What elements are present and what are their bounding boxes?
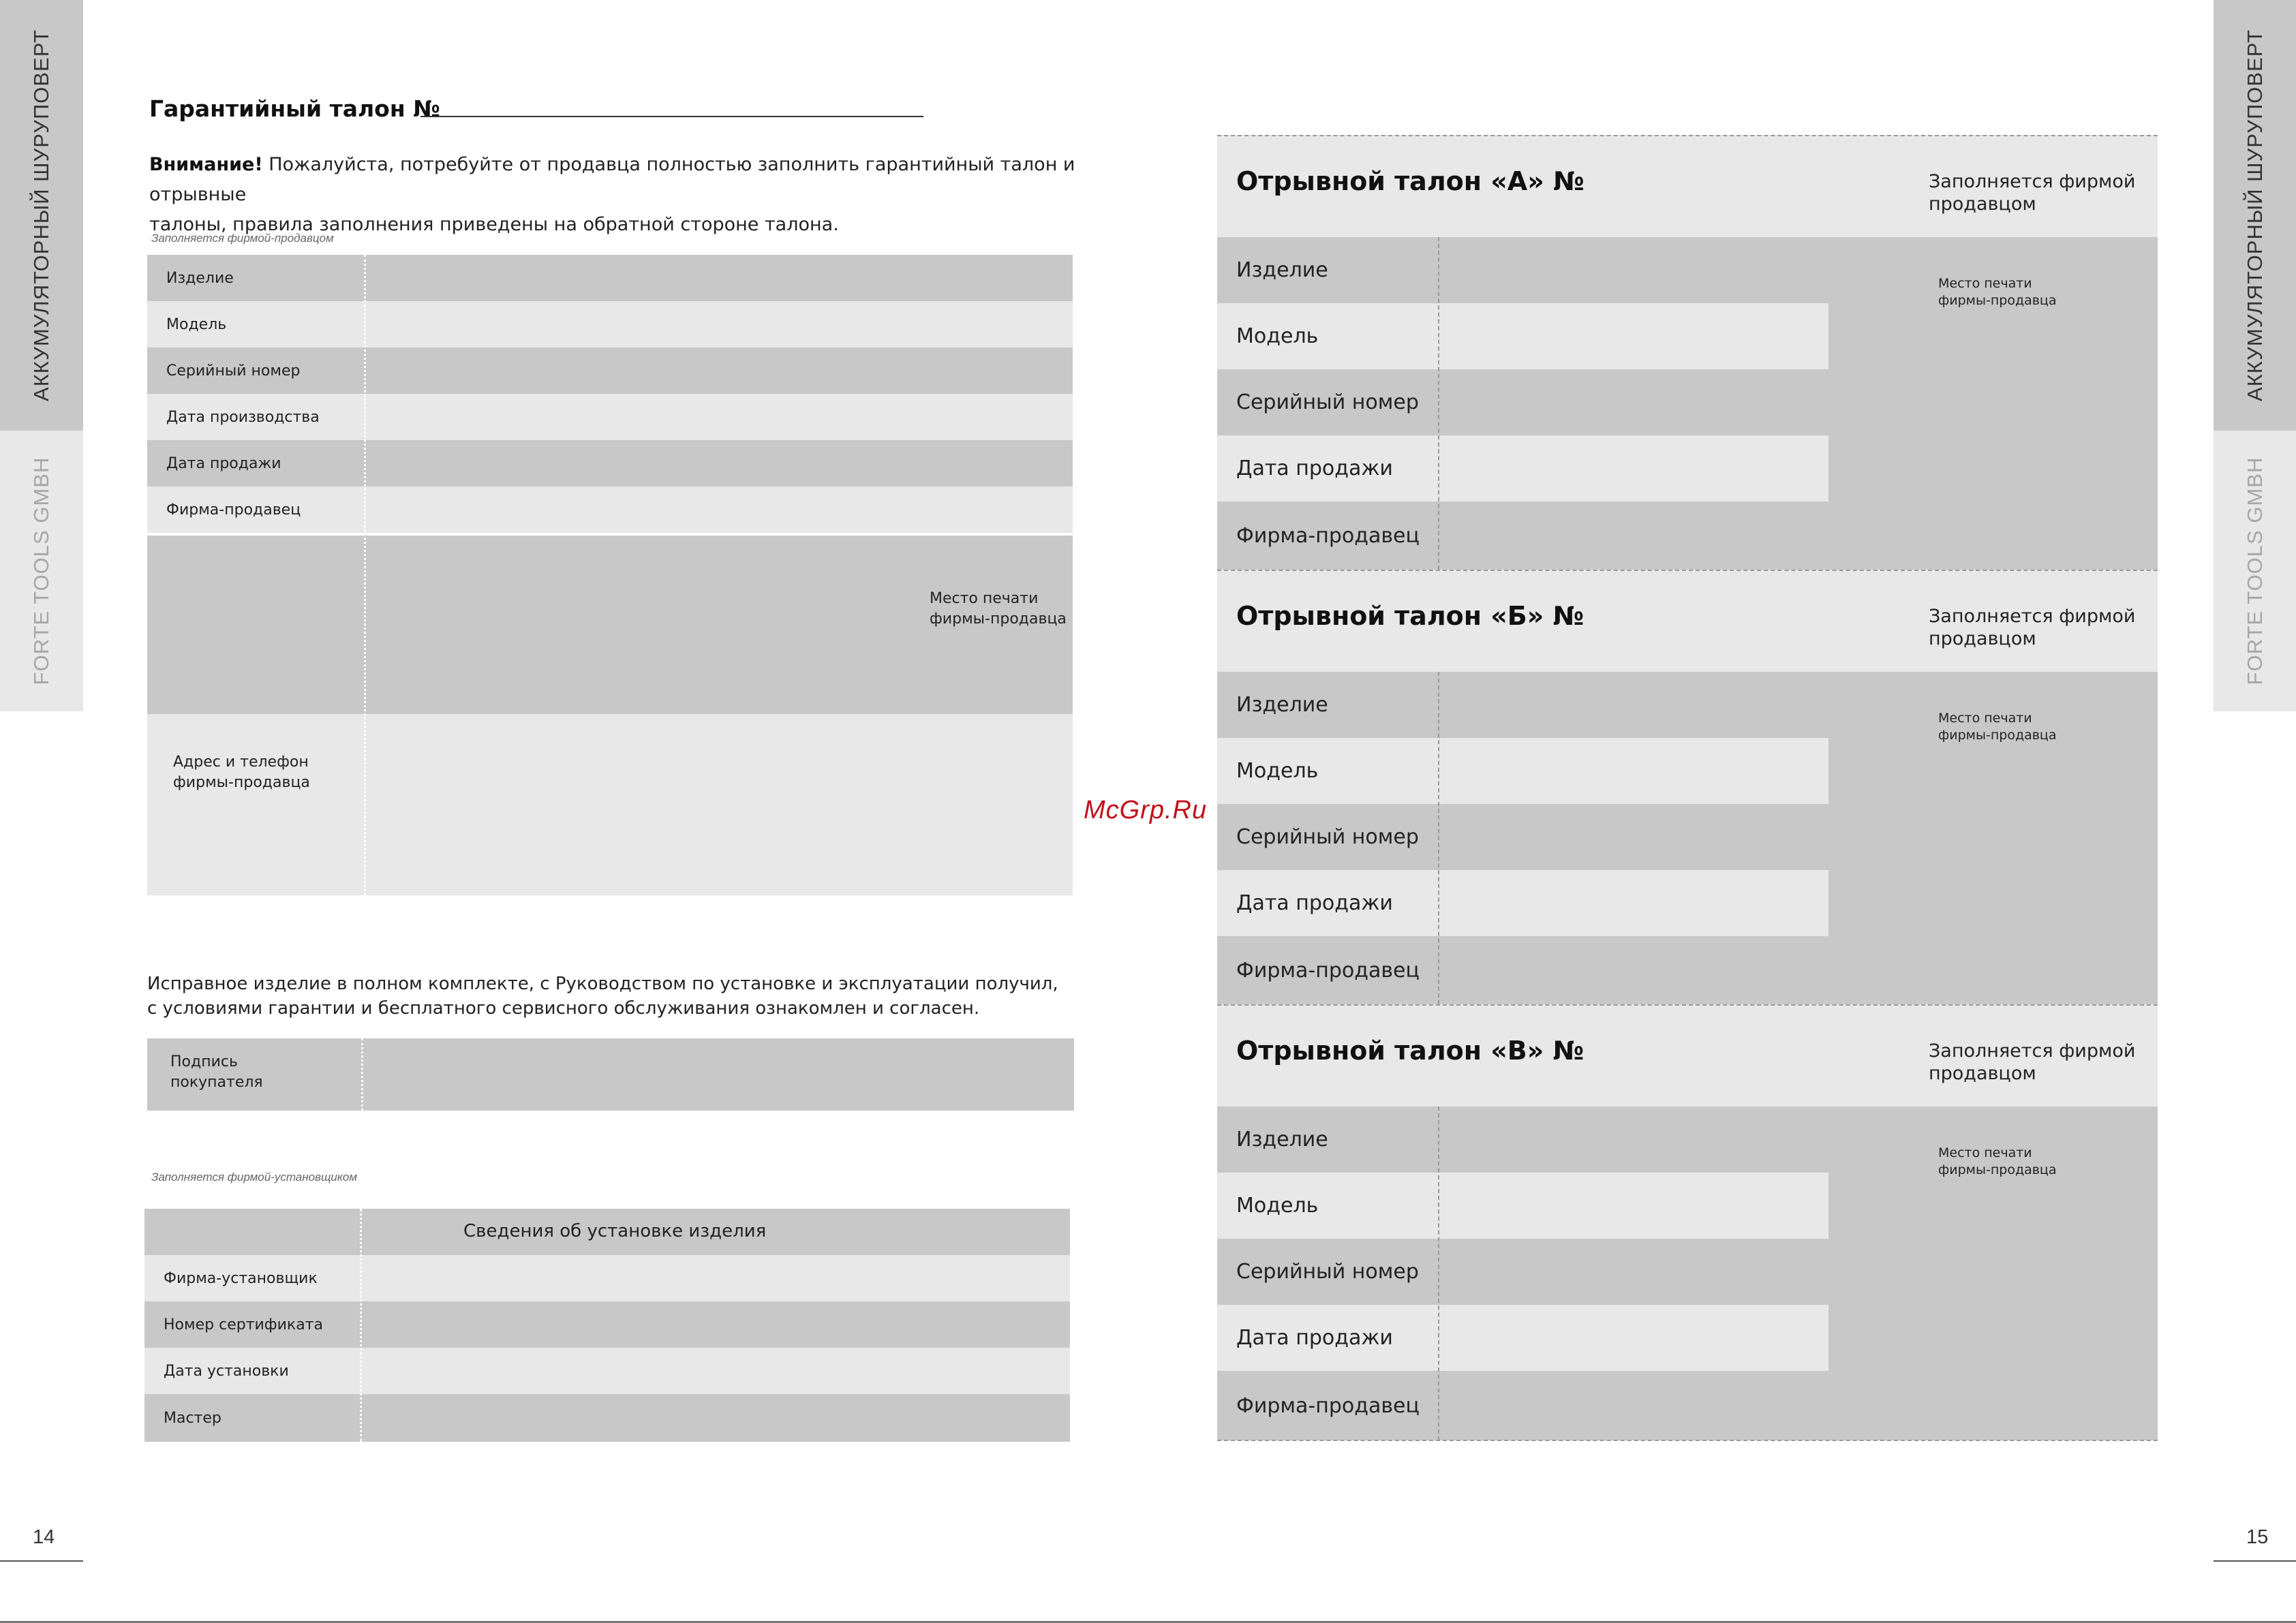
coupon-stamp-label [1938, 275, 2057, 309]
coupon-row[interactable] [1217, 435, 1828, 501]
coupon-header [1217, 135, 2158, 237]
coupon-row[interactable] [1217, 936, 1828, 1004]
coupon-row[interactable] [1217, 303, 1828, 369]
seller-row[interactable] [147, 301, 1073, 347]
coupon-row-label: Модель [1236, 1194, 1319, 1218]
cut-line [1217, 1004, 2158, 1006]
page-number-right-rule [2214, 1560, 2296, 1562]
stamp-line-2: фирмы-продавца [930, 610, 1067, 628]
coupon-body [1217, 672, 2158, 1004]
coupon-note-line-1: Заполняется фирмой [1929, 1040, 2136, 1062]
coupon-stamp-line-2: фирмы-продавца [1938, 728, 2057, 743]
seller-row-label: Фирма-продавец [166, 501, 301, 519]
coupon-body [1217, 1107, 2158, 1440]
seller-row[interactable] [147, 486, 1073, 533]
signature-line-1: Подпись [170, 1053, 238, 1070]
coupon-row-label: Серийный номер [1236, 1260, 1419, 1284]
seller-stamp-label [930, 589, 1067, 630]
warranty-number-line[interactable] [420, 116, 923, 117]
receipt-line-1: Исправное изделие в полном комплекте, с Руководством по установке и эксплуатации получил, [147, 974, 1058, 994]
coupon-note-line-1: Заполняется фирмой [1929, 171, 2136, 192]
coupon-stamp-line-1: Место печати [1938, 711, 2032, 726]
coupon-row-label: Фирма-продавец [1236, 523, 1420, 548]
coupon-body [1217, 237, 2158, 570]
coupon-stamp-line-2: фирмы-продавца [1938, 293, 2057, 308]
coupon-row[interactable] [1217, 1305, 1828, 1371]
coupon-column-divider [1438, 672, 1439, 1004]
installer-header-row [144, 1209, 1070, 1255]
coupon-title: Отрывной талон «Б» № [1236, 601, 1585, 631]
cut-line [1217, 1440, 2158, 1441]
installer-row-label: Номер сертификата [164, 1316, 323, 1333]
coupon-row[interactable] [1217, 369, 1828, 435]
coupon-row[interactable] [1217, 237, 1828, 303]
coupon-row-label: Модель [1236, 324, 1319, 348]
intro-line-1: Пожалуйста, потребуйте от продавца полностью заполнить гарантийный талон и отрывные [149, 154, 1075, 205]
side-tab-brand-label: FORTE TOOLS GMBH [29, 457, 53, 685]
seller-row-label: Изделие [166, 269, 234, 287]
coupon-title: Отрывной талон «А» № [1236, 166, 1585, 196]
installer-row[interactable] [144, 1301, 1070, 1348]
coupon-row[interactable] [1217, 501, 1828, 570]
signature-row[interactable] [147, 1038, 1074, 1111]
side-tab-product [0, 0, 83, 431]
intro-line-2: талоны, правила заполнения приведены на обратной стороне талона. [149, 214, 839, 235]
seller-row-label: Серийный номер [166, 362, 301, 380]
warranty-title: Гарантийный талон № [149, 95, 440, 122]
installer-column-divider [360, 1209, 362, 1442]
installer-table [144, 1209, 1070, 1442]
coupon-row-label: Дата продажи [1236, 891, 1393, 915]
seller-stamp-area[interactable] [147, 536, 1073, 714]
side-tab-brand-right [2214, 431, 2296, 711]
seller-row[interactable] [147, 440, 1073, 486]
coupon-row-label: Серийный номер [1236, 825, 1419, 849]
installer-row-label: Дата установки [164, 1362, 289, 1380]
coupon-stamp-line-1: Место печати [1938, 276, 2032, 291]
coupon-stamp-line-1: Место печати [1938, 1145, 2032, 1160]
installer-row-label: Фирма-установщик [164, 1269, 318, 1287]
side-tab-product-right [2214, 0, 2296, 431]
coupon-stamp-line-2: фирмы-продавца [1938, 1162, 2057, 1177]
receipt-line-2: с условиями гарантии и бесплатного сервисного обслуживания ознакомлен и согласен. [147, 998, 980, 1019]
coupon-a [1217, 135, 2158, 570]
coupon-row-label: Модель [1236, 759, 1319, 783]
coupon-row[interactable] [1217, 1107, 1828, 1173]
coupon-row[interactable] [1217, 804, 1828, 870]
side-tab-product-right-label: АККУМУЛЯТОРНЫЙ ШУРУПОВЕРТ [2242, 29, 2267, 401]
coupon-b [1217, 570, 2158, 1004]
coupon-row[interactable] [1217, 672, 1828, 738]
signature-line-2: покупателя [170, 1074, 263, 1091]
coupon-note-line-2: продавцом [1929, 628, 2036, 649]
installer-header: Сведения об установке изделия [463, 1221, 767, 1241]
coupon-header [1217, 1004, 2158, 1107]
coupon-stamp-label [1938, 710, 2057, 744]
seller-address-area[interactable] [147, 714, 1073, 895]
side-tab-brand [0, 431, 83, 711]
coupon-note-line-1: Заполняется фирмой [1929, 606, 2136, 627]
coupon-row-label: Изделие [1236, 693, 1328, 717]
coupon-row-label: Дата продажи [1236, 1326, 1393, 1350]
seller-row-label: Дата продажи [166, 454, 281, 472]
seller-column-divider [364, 255, 366, 895]
seller-row[interactable] [147, 394, 1073, 440]
seller-row-label: Дата производства [166, 408, 320, 426]
coupon-header [1217, 570, 2158, 672]
coupon-row-label: Дата продажи [1236, 457, 1393, 480]
coupon-note [1929, 170, 2135, 215]
coupon-v [1217, 1004, 2158, 1440]
installer-row[interactable] [144, 1255, 1070, 1301]
coupon-note [1929, 1040, 2135, 1085]
cut-line [1217, 570, 2158, 571]
side-tab-product-label: АККУМУЛЯТОРНЫЙ ШУРУПОВЕРТ [29, 29, 53, 401]
coupon-row-label: Изделие [1236, 1128, 1328, 1151]
coupon-row[interactable] [1217, 870, 1828, 936]
coupon-row-label: Серийный номер [1236, 390, 1419, 414]
coupon-row[interactable] [1217, 1371, 1828, 1440]
seller-table [147, 255, 1073, 895]
side-tab-brand-right-label: FORTE TOOLS GMBH [2242, 457, 2267, 685]
page-number-left-rule [0, 1560, 83, 1562]
coupon-row[interactable] [1217, 1173, 1828, 1239]
installer-row-label: Мастер [164, 1409, 221, 1427]
coupon-row[interactable] [1217, 1239, 1828, 1305]
seller-note: Заполняется фирмой-продавцом [151, 232, 334, 245]
coupon-column-divider [1438, 1107, 1439, 1440]
address-line-1: Адрес и телефон [173, 754, 309, 771]
seller-address-label [173, 752, 310, 793]
coupon-row-label: Фирма-продавец [1236, 958, 1420, 983]
coupon-stamp-label [1938, 1145, 2057, 1179]
seller-row-label: Модель [166, 315, 227, 333]
warranty-intro [149, 150, 1117, 240]
page-number-left: 14 [33, 1526, 55, 1548]
watermark-text: McGrp.Ru [1084, 796, 1208, 824]
address-line-2: фирмы-продавца [173, 774, 310, 791]
coupon-note-line-2: продавцом [1929, 194, 2036, 215]
seller-row[interactable] [147, 255, 1073, 301]
stamp-line-1: Место печати [930, 590, 1039, 607]
installer-note: Заполняется фирмой-установщиком [151, 1171, 358, 1184]
coupon-row-label: Фирма-продавец [1236, 1393, 1420, 1418]
seller-row[interactable] [147, 347, 1073, 394]
coupon-note [1929, 605, 2135, 650]
signature-label [170, 1052, 263, 1093]
coupon-row-label: Изделие [1236, 258, 1328, 282]
intro-bold: Внимание! [149, 154, 263, 175]
receipt-text [147, 972, 1115, 1021]
coupon-note-line-2: продавцом [1929, 1063, 2036, 1084]
installer-row[interactable] [144, 1348, 1070, 1394]
page-number-right: 15 [2246, 1526, 2269, 1548]
signature-divider [361, 1038, 363, 1111]
coupon-title: Отрывной талон «В» № [1236, 1036, 1585, 1066]
installer-row[interactable] [144, 1394, 1070, 1442]
coupon-column-divider [1438, 237, 1439, 570]
cut-line [1217, 135, 2158, 136]
coupon-row[interactable] [1217, 738, 1828, 804]
